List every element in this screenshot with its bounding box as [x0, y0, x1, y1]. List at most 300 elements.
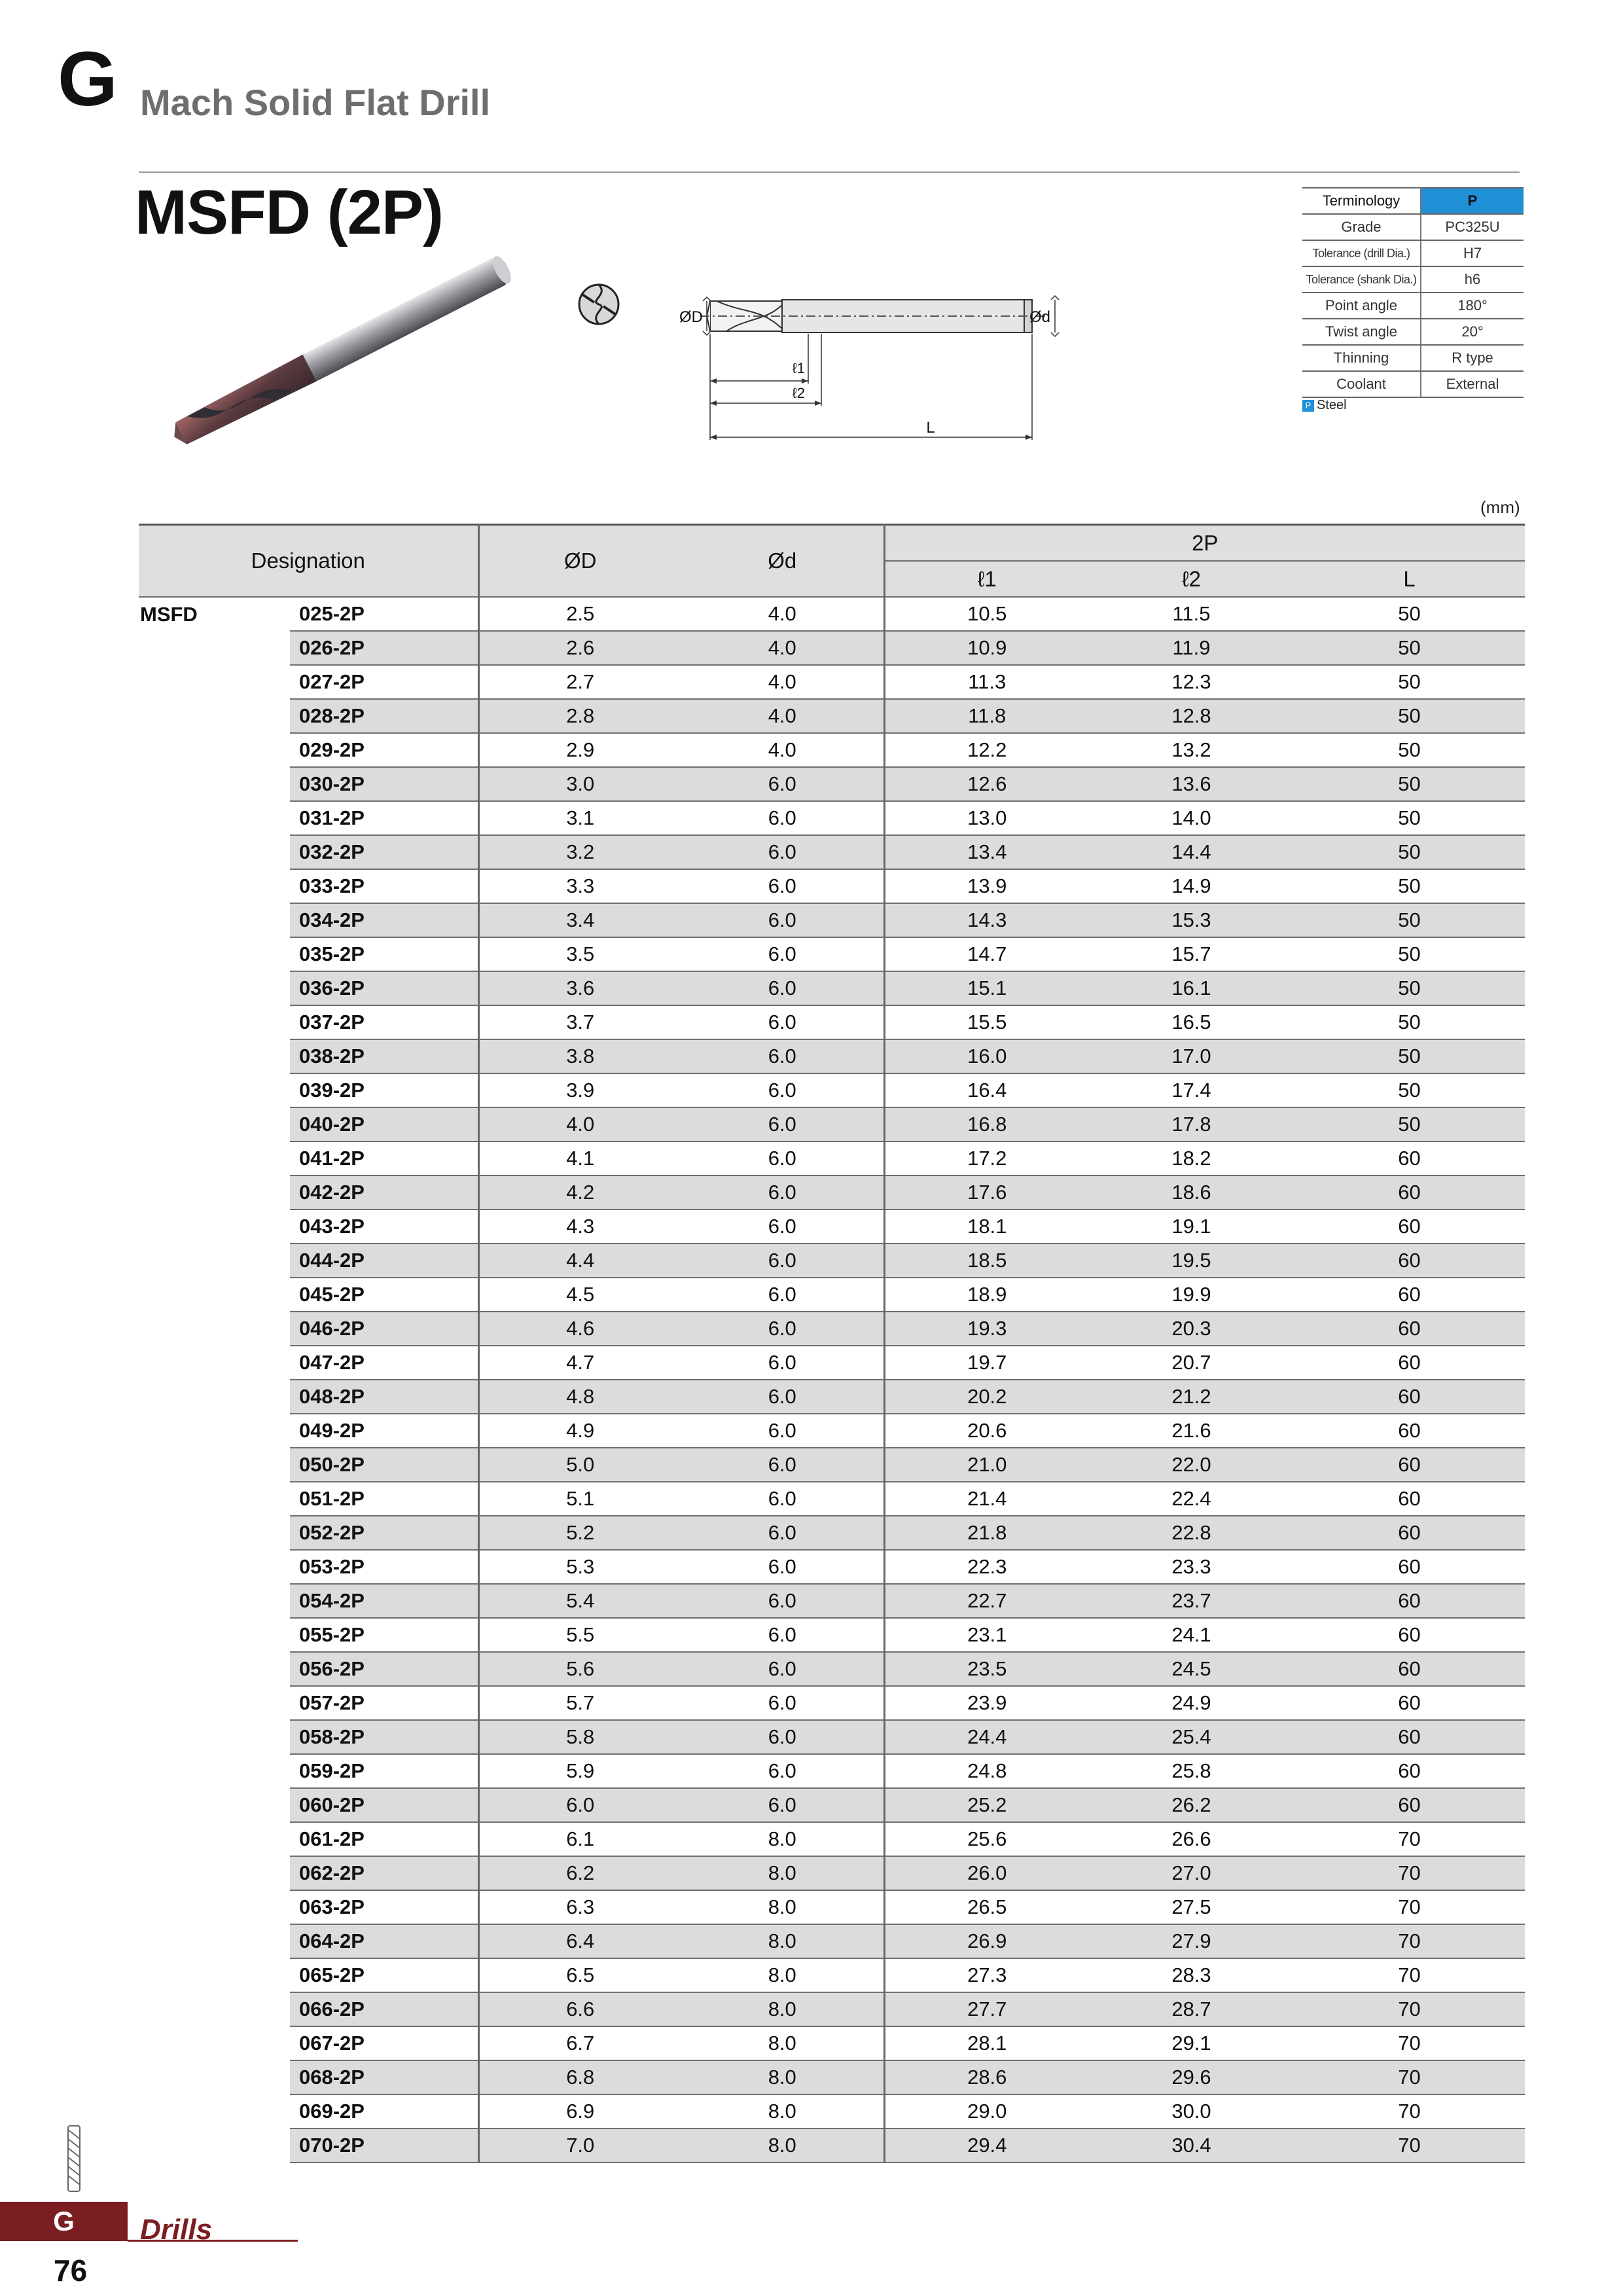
cell-designation: 062-2P	[290, 1856, 478, 1890]
cell-d: 6.0	[681, 1516, 884, 1550]
cell-l2: 23.3	[1089, 1550, 1294, 1584]
cell-l2: 21.6	[1089, 1414, 1294, 1448]
cell-L: 70	[1294, 2026, 1525, 2060]
cell-D: 5.9	[478, 1754, 681, 1788]
cell-D: 2.6	[478, 631, 681, 665]
cell-L: 60	[1294, 1244, 1525, 1278]
cell-D: 3.5	[478, 937, 681, 971]
terminology-label: Coolant	[1302, 371, 1421, 397]
drill-footer-icon	[63, 2123, 85, 2195]
cell-d: 6.0	[681, 1073, 884, 1107]
cell-L: 60	[1294, 1380, 1525, 1414]
cell-l2: 18.6	[1089, 1175, 1294, 1210]
cell-L: 50	[1294, 1005, 1525, 1039]
terminology-header-row	[1302, 188, 1524, 214]
cell-d: 6.0	[681, 767, 884, 801]
cell-designation: 028-2P	[290, 699, 478, 733]
cell-d: 6.0	[681, 1312, 884, 1346]
table-row	[139, 1822, 1525, 1856]
cell-l1: 20.2	[884, 1380, 1089, 1414]
cell-l1: 26.5	[884, 1890, 1089, 1924]
cell-d: 6.0	[681, 1414, 884, 1448]
section-letter: G	[58, 36, 118, 122]
table-row	[139, 1278, 1525, 1312]
cell-designation: 070-2P	[290, 2128, 478, 2162]
cell-d: 6.0	[681, 903, 884, 937]
header-l2: ℓ2	[1089, 561, 1294, 597]
cell-d: 8.0	[681, 2026, 884, 2060]
cell-L: 50	[1294, 733, 1525, 767]
cell-designation: 046-2P	[290, 1312, 478, 1346]
cell-L: 60	[1294, 1175, 1525, 1210]
label-d: Ød	[1029, 308, 1050, 326]
cell-designation: 032-2P	[290, 835, 478, 869]
cell-L: 50	[1294, 937, 1525, 971]
table-row	[139, 869, 1525, 903]
cell-l1: 18.5	[884, 1244, 1089, 1278]
cell-l2: 30.4	[1089, 2128, 1294, 2162]
cell-d: 8.0	[681, 2060, 884, 2094]
cell-l1: 29.0	[884, 2094, 1089, 2128]
cell-l2: 28.3	[1089, 1958, 1294, 1992]
cell-designation: 045-2P	[290, 1278, 478, 1312]
cell-L: 50	[1294, 869, 1525, 903]
terminology-value: H7	[1421, 240, 1524, 266]
cell-D: 4.1	[478, 1141, 681, 1175]
cell-L: 60	[1294, 1312, 1525, 1346]
table-row	[139, 801, 1525, 835]
label-D: ØD	[679, 308, 703, 326]
cell-designation: 057-2P	[290, 1686, 478, 1720]
product-title: MSFD (2P)	[135, 177, 443, 247]
cell-l1: 13.0	[884, 801, 1089, 835]
table-header-row	[139, 525, 1525, 562]
cell-L: 60	[1294, 1278, 1525, 1312]
cell-D: 4.8	[478, 1380, 681, 1414]
terminology-row	[1302, 266, 1524, 293]
cell-l2: 17.8	[1089, 1107, 1294, 1141]
terminology-value: h6	[1421, 266, 1524, 293]
cell-designation: 033-2P	[290, 869, 478, 903]
cell-designation: 039-2P	[290, 1073, 478, 1107]
cell-l2: 27.0	[1089, 1856, 1294, 1890]
header-L: L	[1294, 561, 1525, 597]
cell-D: 6.7	[478, 2026, 681, 2060]
table-row	[139, 1516, 1525, 1550]
cell-l2: 22.8	[1089, 1516, 1294, 1550]
unit-note: (mm)	[1480, 497, 1520, 517]
cell-D: 6.3	[478, 1890, 681, 1924]
cell-l1: 21.4	[884, 1482, 1089, 1516]
table-row	[139, 971, 1525, 1005]
cell-l1: 15.1	[884, 971, 1089, 1005]
table-row	[139, 937, 1525, 971]
section-title: Mach Solid Flat Drill	[140, 82, 491, 123]
cell-d: 4.0	[681, 733, 884, 767]
table-row	[139, 699, 1525, 733]
table-row	[139, 1107, 1525, 1141]
cell-d: 8.0	[681, 1958, 884, 1992]
terminology-label: Thinning	[1302, 345, 1421, 371]
cell-designation: 037-2P	[290, 1005, 478, 1039]
cell-designation: 068-2P	[290, 2060, 478, 2094]
cell-l2: 17.0	[1089, 1039, 1294, 1073]
terminology-label: Point angle	[1302, 293, 1421, 319]
cell-l1: 23.1	[884, 1618, 1089, 1652]
cell-D: 3.9	[478, 1073, 681, 1107]
cell-D: 5.5	[478, 1618, 681, 1652]
cell-l2: 16.5	[1089, 1005, 1294, 1039]
terminology-row	[1302, 319, 1524, 345]
table-row	[139, 1414, 1525, 1448]
terminology-label: Tolerance (drill Dia.)	[1302, 240, 1421, 266]
table-row	[139, 1141, 1525, 1175]
cell-D: 6.0	[478, 1788, 681, 1822]
cell-D: 6.4	[478, 1924, 681, 1958]
cell-l1: 11.3	[884, 665, 1089, 699]
legend-badge: P	[1302, 400, 1314, 412]
cell-d: 8.0	[681, 2094, 884, 2128]
cell-designation: 042-2P	[290, 1175, 478, 1210]
cell-L: 60	[1294, 1652, 1525, 1686]
cell-L: 70	[1294, 2094, 1525, 2128]
cell-L: 60	[1294, 1584, 1525, 1618]
series-name: MSFD	[139, 597, 290, 2162]
cell-designation: 048-2P	[290, 1380, 478, 1414]
cell-L: 70	[1294, 1958, 1525, 1992]
table-row	[139, 767, 1525, 801]
cell-D: 5.7	[478, 1686, 681, 1720]
cell-l1: 27.3	[884, 1958, 1089, 1992]
cell-d: 4.0	[681, 597, 884, 631]
cell-d: 6.0	[681, 1107, 884, 1141]
table-row	[139, 1618, 1525, 1652]
cell-d: 6.0	[681, 1686, 884, 1720]
cell-l1: 10.9	[884, 631, 1089, 665]
cell-designation: 030-2P	[290, 767, 478, 801]
terminology-label: Twist angle	[1302, 319, 1421, 345]
cell-l2: 27.9	[1089, 1924, 1294, 1958]
cell-L: 50	[1294, 631, 1525, 665]
terminology-value: R type	[1421, 345, 1524, 371]
cell-D: 4.0	[478, 1107, 681, 1141]
cell-l1: 16.0	[884, 1039, 1089, 1073]
cell-l1: 17.2	[884, 1141, 1089, 1175]
cell-D: 3.0	[478, 767, 681, 801]
cell-d: 8.0	[681, 2128, 884, 2162]
cell-l1: 10.5	[884, 597, 1089, 631]
cell-L: 50	[1294, 665, 1525, 699]
legend-text: Steel	[1317, 398, 1347, 412]
cell-D: 3.6	[478, 971, 681, 1005]
cell-D: 4.5	[478, 1278, 681, 1312]
table-row	[139, 1448, 1525, 1482]
cell-l1: 16.4	[884, 1073, 1089, 1107]
cell-designation: 040-2P	[290, 1107, 478, 1141]
cell-l2: 21.2	[1089, 1380, 1294, 1414]
cell-d: 6.0	[681, 1448, 884, 1482]
cell-L: 50	[1294, 767, 1525, 801]
cell-d: 6.0	[681, 1584, 884, 1618]
cell-designation: 049-2P	[290, 1414, 478, 1448]
cell-D: 3.8	[478, 1039, 681, 1073]
cell-l1: 27.7	[884, 1992, 1089, 2026]
cell-L: 50	[1294, 835, 1525, 869]
cell-D: 5.0	[478, 1448, 681, 1482]
cell-l2: 29.6	[1089, 2060, 1294, 2094]
cell-l2: 12.3	[1089, 665, 1294, 699]
cell-l2: 26.2	[1089, 1788, 1294, 1822]
cell-l2: 16.1	[1089, 971, 1294, 1005]
cell-l2: 11.9	[1089, 631, 1294, 665]
table-row	[139, 2026, 1525, 2060]
label-l1: ℓ1	[792, 360, 805, 376]
terminology-table	[1302, 187, 1524, 398]
table-row	[139, 1550, 1525, 1584]
cell-D: 2.8	[478, 699, 681, 733]
cell-designation: 036-2P	[290, 971, 478, 1005]
table-row	[139, 1992, 1525, 2026]
cell-d: 8.0	[681, 1856, 884, 1890]
cell-designation: 038-2P	[290, 1039, 478, 1073]
cell-l2: 29.1	[1089, 2026, 1294, 2060]
cell-L: 60	[1294, 1414, 1525, 1448]
cell-d: 6.0	[681, 1720, 884, 1754]
cell-l2: 23.7	[1089, 1584, 1294, 1618]
cell-designation: 060-2P	[290, 1788, 478, 1822]
cell-L: 60	[1294, 1210, 1525, 1244]
terminology-header-label: Terminology	[1302, 188, 1421, 214]
terminology-value: PC325U	[1421, 214, 1524, 240]
table-row	[139, 1720, 1525, 1754]
cell-designation: 067-2P	[290, 2026, 478, 2060]
table-row	[139, 1584, 1525, 1618]
header-l1: ℓ1	[884, 561, 1089, 597]
table-row	[139, 1380, 1525, 1414]
cell-l1: 26.9	[884, 1924, 1089, 1958]
drill-photo	[148, 251, 541, 448]
cell-d: 6.0	[681, 1346, 884, 1380]
cell-l2: 26.6	[1089, 1822, 1294, 1856]
table-row	[139, 1005, 1525, 1039]
cell-d: 8.0	[681, 1992, 884, 2026]
cell-designation: 034-2P	[290, 903, 478, 937]
cell-l2: 25.4	[1089, 1720, 1294, 1754]
cell-designation: 056-2P	[290, 1652, 478, 1686]
cell-d: 6.0	[681, 1754, 884, 1788]
terminology-value: 20°	[1421, 319, 1524, 345]
header-d: Ød	[681, 525, 884, 598]
cell-D: 5.8	[478, 1720, 681, 1754]
cell-D: 3.2	[478, 835, 681, 869]
cell-L: 50	[1294, 971, 1525, 1005]
cell-d: 6.0	[681, 869, 884, 903]
cell-D: 5.3	[478, 1550, 681, 1584]
cell-D: 5.1	[478, 1482, 681, 1516]
cell-l2: 19.9	[1089, 1278, 1294, 1312]
cell-L: 70	[1294, 1822, 1525, 1856]
cell-designation: 044-2P	[290, 1244, 478, 1278]
cell-l1: 22.3	[884, 1550, 1089, 1584]
table-row	[139, 1312, 1525, 1346]
cell-designation: 026-2P	[290, 631, 478, 665]
cell-l1: 28.6	[884, 2060, 1089, 2094]
cell-l2: 22.4	[1089, 1482, 1294, 1516]
cell-L: 60	[1294, 1141, 1525, 1175]
cell-d: 4.0	[681, 699, 884, 733]
table-row	[139, 1856, 1525, 1890]
cell-l2: 15.3	[1089, 903, 1294, 937]
cell-designation: 061-2P	[290, 1822, 478, 1856]
cell-designation: 025-2P	[290, 597, 478, 631]
cell-designation: 065-2P	[290, 1958, 478, 1992]
dimension-table	[139, 524, 1525, 2163]
cell-designation: 063-2P	[290, 1890, 478, 1924]
cell-D: 4.3	[478, 1210, 681, 1244]
cell-d: 6.0	[681, 835, 884, 869]
cell-l1: 26.0	[884, 1856, 1089, 1890]
cell-l1: 19.7	[884, 1346, 1089, 1380]
cell-designation: 027-2P	[290, 665, 478, 699]
cell-L: 70	[1294, 1856, 1525, 1890]
cell-d: 6.0	[681, 1550, 884, 1584]
cell-L: 70	[1294, 1890, 1525, 1924]
cell-d: 6.0	[681, 1005, 884, 1039]
cell-D: 3.3	[478, 869, 681, 903]
cell-l2: 22.0	[1089, 1448, 1294, 1482]
cell-L: 60	[1294, 1550, 1525, 1584]
table-row	[139, 2094, 1525, 2128]
cell-designation: 054-2P	[290, 1584, 478, 1618]
cell-D: 4.9	[478, 1414, 681, 1448]
cell-l1: 18.1	[884, 1210, 1089, 1244]
cell-designation: 053-2P	[290, 1550, 478, 1584]
terminology-header-value: P	[1421, 188, 1524, 214]
cell-L: 60	[1294, 1618, 1525, 1652]
cell-designation: 066-2P	[290, 1992, 478, 2026]
table-row	[139, 1175, 1525, 1210]
cell-designation: 064-2P	[290, 1924, 478, 1958]
cell-D: 2.9	[478, 733, 681, 767]
cell-l1: 13.9	[884, 869, 1089, 903]
cell-l1: 25.2	[884, 1788, 1089, 1822]
cell-l2: 24.1	[1089, 1618, 1294, 1652]
cell-l2: 14.4	[1089, 835, 1294, 869]
footer-section-badge: G	[0, 2202, 128, 2241]
table-row	[139, 733, 1525, 767]
cell-d: 6.0	[681, 1380, 884, 1414]
table-row	[139, 835, 1525, 869]
cell-l1: 28.1	[884, 2026, 1089, 2060]
cell-d: 6.0	[681, 1652, 884, 1686]
cell-D: 5.4	[478, 1584, 681, 1618]
cell-D: 6.2	[478, 1856, 681, 1890]
cell-d: 6.0	[681, 1278, 884, 1312]
cell-L: 50	[1294, 699, 1525, 733]
cell-designation: 029-2P	[290, 733, 478, 767]
cell-designation: 055-2P	[290, 1618, 478, 1652]
cell-L: 70	[1294, 1924, 1525, 1958]
table-row	[139, 597, 1525, 631]
cell-designation: 051-2P	[290, 1482, 478, 1516]
table-row	[139, 1039, 1525, 1073]
cell-l1: 18.9	[884, 1278, 1089, 1312]
cell-l2: 30.0	[1089, 2094, 1294, 2128]
header-designation: Designation	[139, 525, 478, 598]
cell-l2: 25.8	[1089, 1754, 1294, 1788]
terminology-value: 180°	[1421, 293, 1524, 319]
table-row	[139, 1346, 1525, 1380]
cell-L: 60	[1294, 1686, 1525, 1720]
cell-l2: 14.9	[1089, 869, 1294, 903]
cell-l2: 20.3	[1089, 1312, 1294, 1346]
cell-L: 70	[1294, 2128, 1525, 2162]
terminology-row	[1302, 240, 1524, 266]
cell-L: 50	[1294, 1107, 1525, 1141]
cell-D: 3.1	[478, 801, 681, 835]
cell-l1: 16.8	[884, 1107, 1089, 1141]
cell-d: 8.0	[681, 1890, 884, 1924]
cell-D: 4.2	[478, 1175, 681, 1210]
cell-l1: 13.4	[884, 835, 1089, 869]
terminology-value: External	[1421, 371, 1524, 397]
cell-designation: 058-2P	[290, 1720, 478, 1754]
cell-D: 6.6	[478, 1992, 681, 2026]
terminology-label: Tolerance (shank Dia.)	[1302, 266, 1421, 293]
table-row	[139, 1652, 1525, 1686]
cell-designation: 052-2P	[290, 1516, 478, 1550]
cell-d: 6.0	[681, 1244, 884, 1278]
header-D: ØD	[478, 525, 681, 598]
table-row	[139, 631, 1525, 665]
cell-designation: 035-2P	[290, 937, 478, 971]
cell-d: 4.0	[681, 665, 884, 699]
table-row	[139, 1686, 1525, 1720]
cell-designation: 031-2P	[290, 801, 478, 835]
cell-designation: 041-2P	[290, 1141, 478, 1175]
table-row	[139, 1482, 1525, 1516]
cell-designation: 047-2P	[290, 1346, 478, 1380]
drill-cross-section-icon	[576, 281, 622, 327]
cell-l2: 13.2	[1089, 733, 1294, 767]
table-row	[139, 1788, 1525, 1822]
cell-designation: 050-2P	[290, 1448, 478, 1482]
cell-l1: 22.7	[884, 1584, 1089, 1618]
cell-L: 60	[1294, 1720, 1525, 1754]
cell-l1: 21.0	[884, 1448, 1089, 1482]
table-row	[139, 1210, 1525, 1244]
cell-l2: 19.5	[1089, 1244, 1294, 1278]
cell-d: 4.0	[681, 631, 884, 665]
cell-l2: 19.1	[1089, 1210, 1294, 1244]
cell-d: 6.0	[681, 1210, 884, 1244]
cell-L: 50	[1294, 801, 1525, 835]
cell-D: 3.7	[478, 1005, 681, 1039]
cell-l2: 20.7	[1089, 1346, 1294, 1380]
table-row	[139, 1073, 1525, 1107]
terminology-label: Grade	[1302, 214, 1421, 240]
terminology-row	[1302, 214, 1524, 240]
cell-l1: 15.5	[884, 1005, 1089, 1039]
cell-L: 60	[1294, 1482, 1525, 1516]
cell-l2: 12.8	[1089, 699, 1294, 733]
cell-L: 70	[1294, 2060, 1525, 2094]
material-legend	[1302, 398, 1347, 413]
cell-d: 6.0	[681, 1175, 884, 1210]
table-row	[139, 1754, 1525, 1788]
cell-l2: 17.4	[1089, 1073, 1294, 1107]
table-row	[139, 1924, 1525, 1958]
